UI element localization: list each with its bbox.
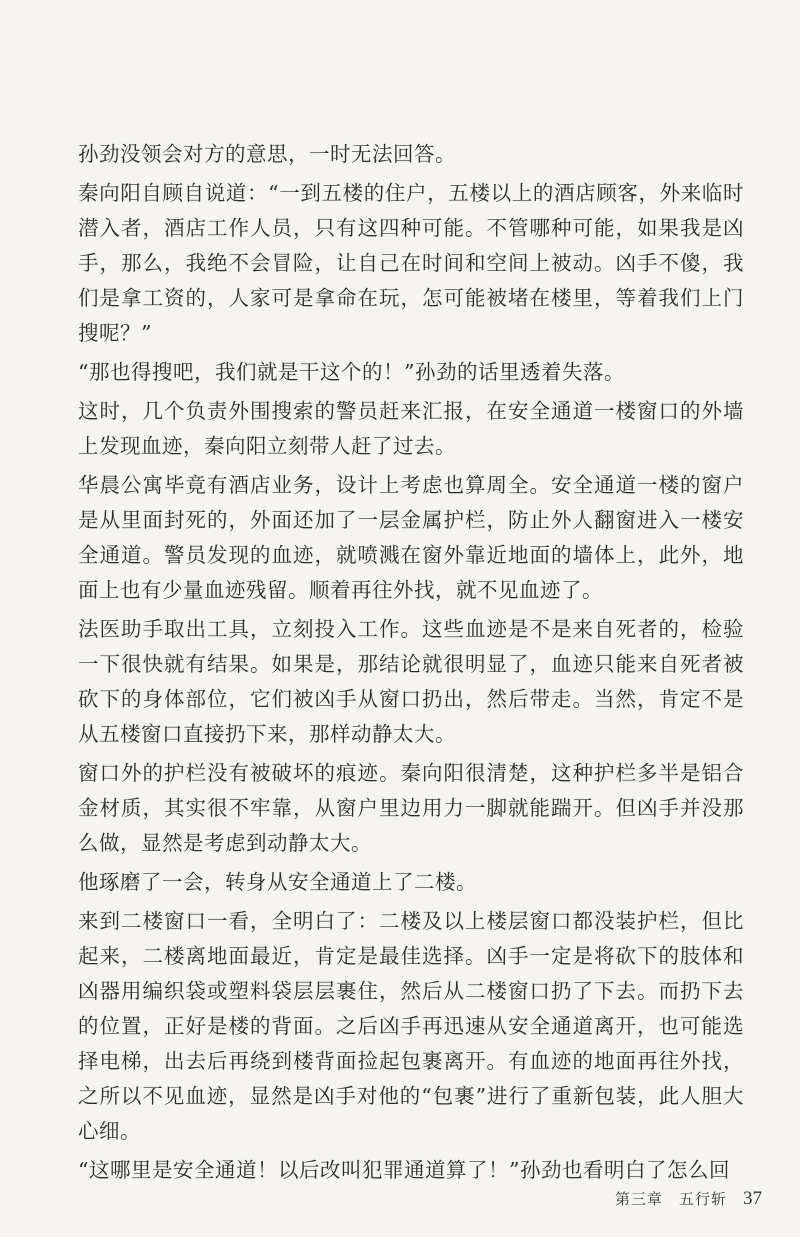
paragraph: “这哪里是安全通道！以后改叫犯罪通道算了！”孙劲也看明白了怎么回 [78,1158,730,1182]
paragraph: 孙劲没领会对方的意思，一时无法回答。 [78,142,456,166]
page-number: 37 [743,1188,762,1209]
paragraph: 这时，几个负责外围搜索的警员赶来汇报，在安全通道一楼窗口的外墙上发现血迹，秦向阳立刻带人赶了过去。 [78,399,744,458]
paragraph: 他琢磨了一会，转身从安全通道上了二楼。 [78,870,477,894]
paragraph: “那也得搜吧，我们就是干这个的！”孙劲的话里透着失落。 [78,360,625,384]
paragraph: 秦向阳自顾自说道：“一到五楼的住户，五楼以上的酒店顾客，外来临时潜入者，酒店工作人员，只有这四种可能。不管哪种可能，如果我是凶手，那么，我绝不会冒险，让自己在时间和空间上被动。凶手不傻，我们是拿工资的，人家可是拿命在玩，怎可能被堵在楼里，等着我们上门搜呢？” [78,181,744,345]
paragraph: 来到二楼窗口一看，全明白了：二楼及以上楼层窗口都没装护栏，但比起来，二楼离地面最近，肯定是最佳选择。凶手一定是将砍下的肢体和凶器用编织袋或塑料袋层层裹住，然后从二楼窗口扔了下去。而扔下去的位置，正好是楼的背面。之后凶手再迅速从安全通道离开，也可能选择电梯，出去后再绕到楼背面捡起包裹离开。有血迹的地面再往外找，之所以不见血迹，显然是凶手对他的“包裹”进行了重新包装，此人胆大心细。 [78,909,744,1143]
paragraph: 华晨公寓毕竟有酒店业务，设计上考虑也算周全。安全通道一楼的窗户是从里面封死的，外面还加了一层金属护栏，防止外人翻窗进入一楼安全通道。警员发现的血迹，就喷溅在窗外靠近地面的墙体上，此外，地面上也有少量血迹残留。顺着再往外找，就不见血迹了。 [78,473,744,602]
body-text [78,137,744,1192]
paragraph: 窗口外的护栏没有被破坏的痕迹。秦向阳很清楚，这种护栏多半是铝合金材质，其实很不牢靠，从窗户里边用力一脚就能踹开。但凶手并没那么做，显然是考虑到动静太大。 [78,761,744,855]
page-footer [615,1188,762,1210]
chapter-title: 第三章 五行斩 [614,1190,727,1208]
paragraph: 法医助手取出工具，立刻投入工作。这些血迹是不是来自死者的，检验一下很快就有结果。如果是，那结论就很明显了，血迹只能来自死者被砍下的身体部位，它们被凶手从窗口扔出，然后带走。当然，肯定不是从五楼窗口直接扔下来，那样动静太大。 [78,617,744,746]
